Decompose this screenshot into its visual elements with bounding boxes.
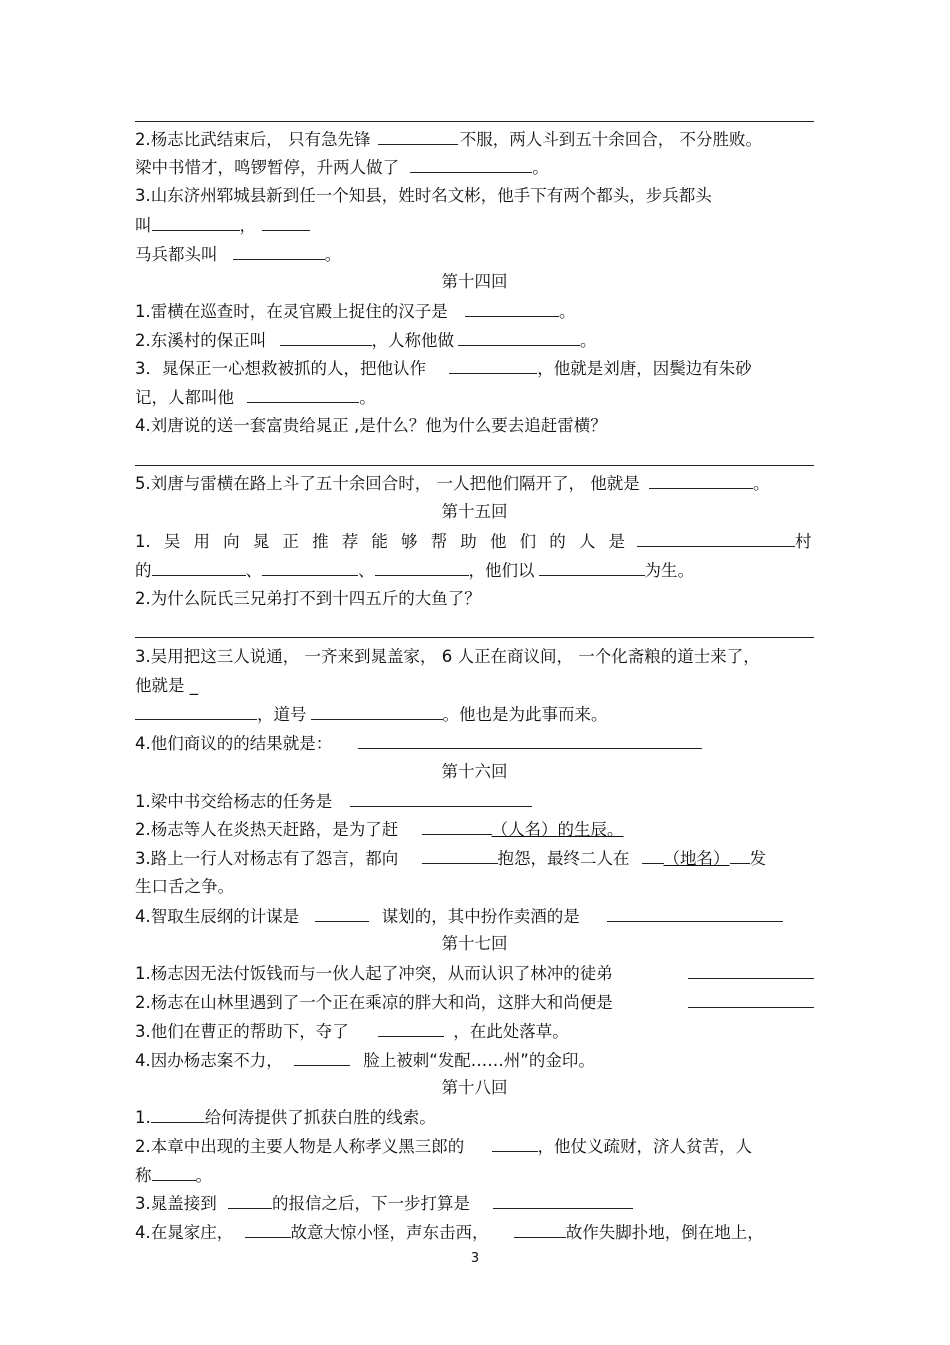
question-text: 记，人都叫他: [135, 388, 234, 407]
fill-blank[interactable]: [688, 991, 814, 1008]
question-text: 称: [135, 1166, 152, 1185]
question-line: [135, 1020, 814, 1043]
fill-blank[interactable]: [245, 1221, 291, 1238]
question-line: [135, 732, 814, 755]
question-line: [135, 1164, 814, 1187]
question-line: [135, 905, 814, 928]
question-line: [135, 1049, 814, 1072]
fill-blank[interactable]: [350, 790, 532, 807]
question-text: 4.他们商议的的结果就是：: [135, 734, 333, 753]
question-text: 。: [532, 158, 549, 177]
question-line: [135, 329, 814, 352]
fill-blank[interactable]: [642, 847, 664, 864]
question-text: 。: [752, 474, 770, 493]
fill-blank[interactable]: [247, 386, 359, 403]
fill-blank[interactable]: [492, 1135, 538, 1152]
question-text: 抱怨，最终二人在: [497, 849, 630, 868]
question-text: 。: [359, 388, 376, 407]
question-line: [135, 646, 814, 668]
question-text: 为生。: [644, 561, 694, 580]
question-text: 2.杨志等人在炎热天赶路，是为了赶: [135, 820, 399, 839]
question-line: [135, 818, 814, 841]
chapter-title: 第十六回: [441, 762, 508, 781]
fill-blank[interactable]: [233, 243, 325, 260]
fill-blank[interactable]: [730, 847, 750, 864]
fill-blank[interactable]: [152, 559, 246, 576]
answer-line: [135, 637, 814, 638]
question-line: [135, 1135, 814, 1158]
question-line: [135, 876, 814, 898]
question-text: 3．晁保正一心想救被抓的人，把他认作: [135, 359, 426, 378]
question-text: 4.因办杨志案不力，: [135, 1051, 283, 1070]
question-line: [135, 300, 814, 323]
fill-blank[interactable]: [358, 732, 702, 749]
question-text: 的: [135, 561, 152, 580]
question-line: [135, 962, 814, 985]
question-line: [135, 415, 814, 437]
chapter-title: 第十八回: [441, 1078, 508, 1097]
question-text: ，人称他做: [371, 331, 454, 350]
question-line: [135, 156, 814, 179]
question-text: 1.雷横在巡查时，在灵官殿上捉住的汉子是: [135, 302, 448, 321]
question-line: [135, 1106, 814, 1129]
question-text: ，: [239, 216, 256, 235]
fill-blank[interactable]: [422, 818, 492, 835]
question-text: （人名）的生辰。: [491, 820, 624, 839]
fill-blank[interactable]: [465, 300, 559, 317]
question-text: ，他们以: [468, 561, 535, 580]
question-text: 。: [580, 331, 597, 350]
question-text: 村: [795, 532, 812, 551]
question-line: [135, 847, 814, 870]
question-text: 、: [358, 561, 375, 580]
fill-blank[interactable]: [315, 905, 369, 922]
question-line: [135, 530, 814, 553]
question-text: 2.杨志在山林里遇到了一个正在乘凉的胖大和尚，这胖大和尚便是: [135, 993, 613, 1012]
question-line: [135, 357, 814, 380]
question-text: 不服，两人斗到五十余回合， 不分胜败。: [459, 130, 762, 149]
question-text: 故作失脚扑地，倒在地上，: [565, 1223, 764, 1242]
question-text: 3.吴用把这三人说通， 一齐来到晁盖家， 6 人正在商议间， 一个化斋粮的道士来了，: [135, 647, 760, 666]
question-text: 4.在晁家庄，: [135, 1223, 234, 1242]
question-text: 。他也是为此事而来。: [442, 705, 608, 724]
question-text: 3.山东济州郓城县新到任一个知县，姓时名文彬，他手下有两个都头，步兵都头: [135, 186, 712, 205]
fill-blank[interactable]: [607, 905, 783, 922]
question-line: [135, 185, 814, 207]
question-text: ，道号: [257, 705, 307, 724]
fill-blank[interactable]: [152, 1164, 196, 1181]
question-line: [135, 386, 814, 409]
question-text: 2.东溪村的保正叫: [135, 331, 267, 350]
fill-blank[interactable]: [422, 847, 498, 864]
question-text: 脸上被刺“发配……州”的金印。: [363, 1051, 595, 1070]
question-line: [135, 588, 814, 610]
question-text: 故意大惊小怪，声东击西，: [290, 1223, 489, 1242]
fill-blank[interactable]: [514, 1221, 566, 1238]
question-text: 2.本章中出现的主要人物是人称孝义黑三郎的: [135, 1137, 465, 1156]
fill-blank[interactable]: [449, 357, 537, 374]
question-text: 3.路上一行人对杨志有了怨言，都向: [135, 849, 399, 868]
question-line: [135, 1221, 814, 1244]
question-line: [135, 559, 814, 582]
question-text: 1. 吴 用 向 晁 正 推 荐 能 够 帮 助 他 们 的 人 是: [135, 532, 625, 551]
fill-blank[interactable]: [262, 214, 310, 231]
question-text: 。: [195, 1166, 212, 1185]
question-text: 。: [324, 245, 342, 264]
question-line: [135, 675, 814, 697]
question-text: 马兵都头叫: [135, 245, 218, 264]
page-number: 3: [470, 1251, 480, 1266]
chapter-title: 第十四回: [441, 272, 508, 291]
question-text: 、: [245, 561, 262, 580]
question-text: 3.他们在曹正的帮助下，夺了: [135, 1022, 349, 1041]
question-text: 4.刘唐说的送一套富贵给晁正 ,是什么？他为什么要去追赶雷横？: [135, 416, 607, 435]
question-text: （地名）: [663, 849, 730, 868]
fill-blank[interactable]: [280, 329, 372, 346]
question-text: 2.为什么阮氏三兄弟打不到十四五斤的大鱼了？: [135, 589, 481, 608]
fill-blank[interactable]: [378, 128, 458, 145]
fill-blank[interactable]: [539, 559, 645, 576]
question-line: [135, 991, 814, 1014]
question-line: [135, 703, 814, 726]
question-text: 2.杨志比武结束后， 只有急先锋: [135, 130, 371, 149]
question-text: 5.刘唐与雷横在路上斗了五十余回合时， 一人把他们隔开了， 他就是: [135, 474, 640, 493]
question-text: 叫: [135, 216, 152, 235]
fill-blank[interactable]: [458, 329, 580, 346]
fill-blank[interactable]: [151, 1106, 205, 1123]
answer-line: [135, 465, 814, 466]
question-text: ，他就是刘唐，因鬓边有朱砂: [537, 359, 752, 378]
question-text: 他就是 _: [135, 676, 198, 695]
fill-blank[interactable]: [378, 1020, 444, 1037]
question-text: ，在此处落草。: [453, 1022, 569, 1041]
question-text: 1.: [135, 1108, 151, 1127]
question-text: 。: [559, 302, 576, 321]
question-text: 1.杨志因无法付饭钱而与一伙人起了冲突，从而认识了林冲的徒弟: [135, 964, 613, 983]
fill-blank[interactable]: [688, 962, 814, 979]
answer-line: [135, 121, 814, 122]
question-text: ，他仗义疏财，济人贫苦，人: [537, 1137, 752, 1156]
question-line: [135, 790, 814, 813]
chapter-title: 第十七回: [441, 934, 508, 953]
question-text: 梁中书惜才，鸣锣暂停，升两人做了: [135, 158, 399, 177]
question-line: [135, 128, 814, 151]
fill-blank[interactable]: [262, 559, 358, 576]
question-text: 1.梁中书交给杨志的任务是: [135, 792, 333, 811]
question-text: 生口舌之争。: [135, 877, 234, 896]
fill-blank[interactable]: [152, 214, 240, 231]
fill-blank[interactable]: [649, 472, 753, 489]
chapter-title: 第十五回: [441, 502, 508, 521]
question-line: [135, 472, 814, 495]
fill-blank[interactable]: [375, 559, 469, 576]
question-line: [135, 214, 814, 237]
question-line: [135, 243, 814, 266]
fill-blank[interactable]: [228, 1192, 272, 1209]
question-text: 3.晁盖接到: [135, 1194, 217, 1213]
fill-blank[interactable]: [493, 1192, 633, 1209]
question-text: 4.智取生辰纲的计谋是: [135, 907, 300, 926]
fill-blank[interactable]: [311, 703, 443, 720]
question-text: 给何涛提供了抓获白胜的线索。: [204, 1108, 436, 1127]
fill-blank[interactable]: [294, 1049, 350, 1066]
question-line: [135, 1192, 814, 1215]
fill-blank[interactable]: [135, 703, 257, 720]
fill-blank[interactable]: [410, 156, 532, 173]
question-text: 的报信之后，下一步打算是: [272, 1194, 470, 1213]
question-text: 谋划的，其中扮作卖酒的是: [381, 907, 580, 926]
question-text: 发: [749, 849, 766, 868]
fill-blank[interactable]: [637, 530, 795, 547]
